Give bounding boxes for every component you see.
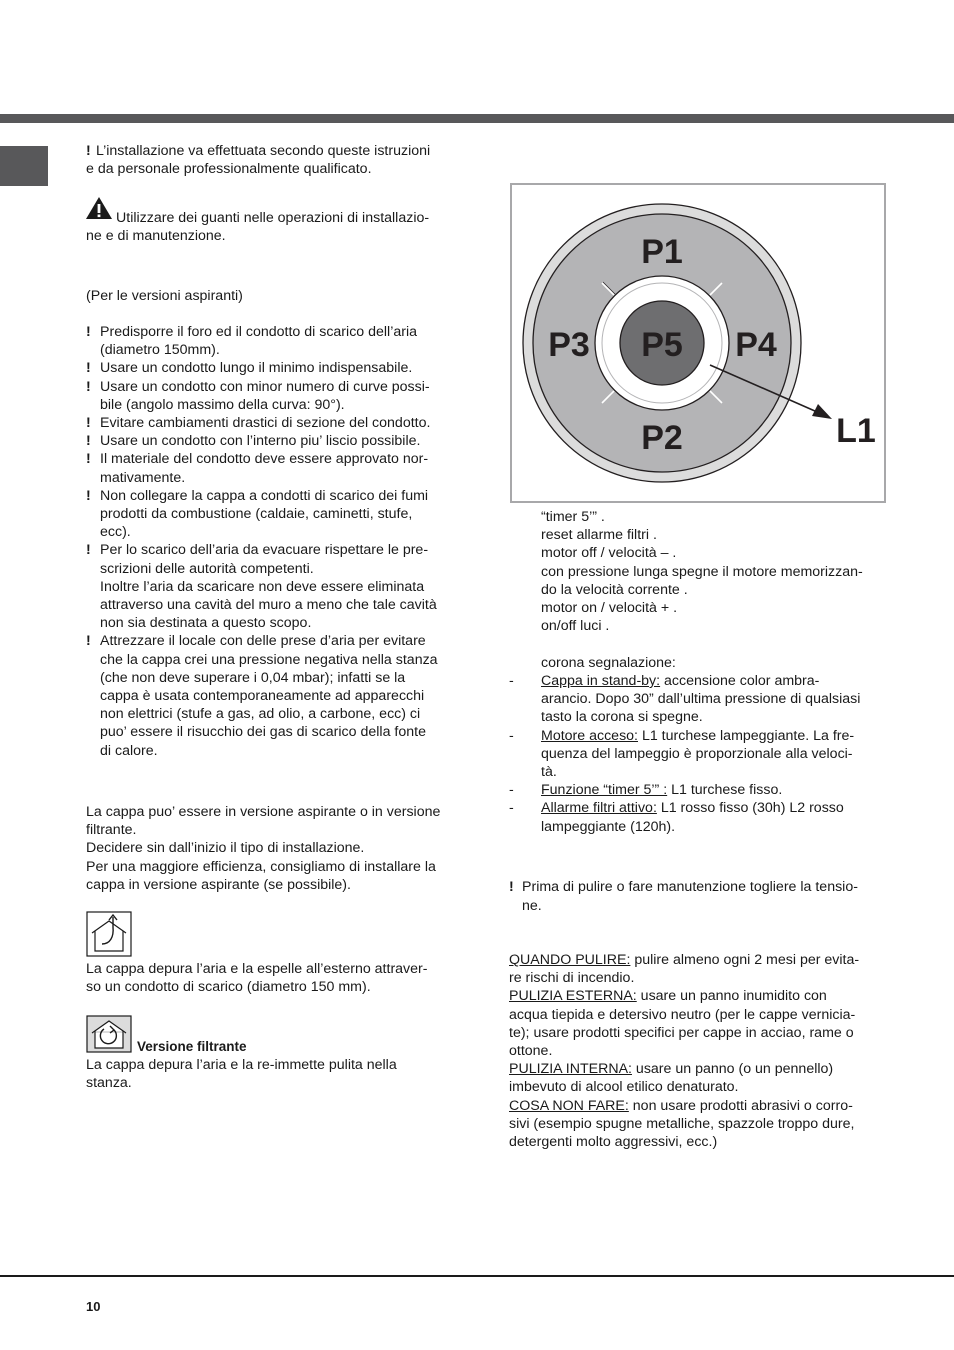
maintenance-warning-mark: ! — [509, 879, 514, 895]
bullet-line: di calore. — [100, 742, 158, 759]
label-p5: P5 — [641, 326, 683, 364]
cleaning-line — [509, 1060, 833, 1078]
install-line: filtrante. — [86, 822, 137, 839]
bullet-line: puo’ essere il risucchio dei gas di scarico della fonte — [100, 724, 426, 741]
corona-item-label: Cappa in stand-by: — [541, 673, 661, 689]
filtrante-line: stanza. — [86, 1075, 132, 1092]
l1-arrow-head — [812, 404, 832, 419]
cleaning-line: te); usare prodotti specifici per cappe in acciao, rame o — [509, 1024, 854, 1041]
gloves-line-2: ne e di manutenzione. — [86, 228, 226, 244]
button-function-line: reset allarme filtri . — [541, 527, 657, 544]
bullet-line: (diametro 150mm). — [100, 342, 220, 359]
corona-item-line: lampeggiante (120h). — [541, 818, 676, 835]
bullet-mark: ! — [86, 633, 91, 650]
button-function-line: “timer 5’” . — [541, 509, 605, 525]
cleaning-text: usare un panno inumidito con — [636, 988, 827, 1005]
gloves-line-1: Utilizzare dei guanti nelle operazioni di installazio- — [116, 210, 430, 226]
bullet-line: (che non deve superare i 0,04 mbar); infatti se la — [100, 669, 406, 686]
corona-item-text: accensione color ambra- — [660, 673, 820, 689]
warning-mark: ! — [86, 143, 91, 159]
corona-item-line — [541, 672, 819, 690]
bullet-mark: ! — [86, 415, 91, 431]
corona-dash: - — [509, 673, 514, 689]
cleaning-line: re rischi di incendio. — [509, 970, 635, 987]
button-function-line: on/off luci . — [541, 618, 610, 635]
button-function-line: con pressione lunga spegne il motore memorizzan- — [541, 563, 863, 580]
corona-item-line — [541, 781, 782, 799]
bullet-line: scrizioni delle autorità competenti. — [100, 560, 314, 577]
cleaning-line: imbevuto di alcool etilico denaturato. — [509, 1079, 739, 1096]
cleaning-text: pulire almeno ogni 2 mesi per evita- — [630, 952, 860, 968]
ducted-version-icon — [86, 911, 132, 957]
button-function-line: do la velocità corrente . — [541, 581, 688, 598]
corona-item-text: L1 rosso fisso (30h) L2 rosso — [656, 800, 844, 817]
bullet-line: mativamente. — [100, 469, 186, 486]
bullet-line: Usare un condotto con minor numero di curve possi- — [100, 378, 430, 395]
label-p1: P1 — [641, 233, 683, 271]
label-p3: P3 — [548, 326, 590, 364]
cleaning-line: ottone. — [509, 1043, 553, 1059]
maintenance-line-1: Prima di pulire o fare manutenzione togliere la tensio- — [522, 879, 858, 895]
section-tab — [0, 146, 48, 186]
corona-item-text: L1 turchese fisso. — [667, 782, 783, 799]
cleaning-line — [509, 1097, 853, 1115]
cleaning-label: PULIZIA ESTERNA: — [509, 988, 637, 1005]
corona-item-label: Motore acceso: — [541, 727, 638, 744]
label-p2: P2 — [641, 419, 683, 457]
cleaning-text: usare un panno (o un pennello) — [631, 1061, 834, 1078]
button-function-line: motor on / velocità + . — [541, 600, 678, 616]
header-bar — [0, 114, 954, 123]
bullet-line: Usare un condotto lungo il minimo indispensabile. — [100, 360, 413, 377]
cleaning-line: sivi (esempio spugne metalliche, spazzole troppo dure, — [509, 1115, 855, 1132]
cleaning-text: non usare prodotti abrasivi o corro- — [628, 1097, 853, 1114]
corona-item-line: tasto la corona si spegne. — [541, 709, 703, 726]
filtrante-title: Versione filtrante — [137, 1039, 247, 1054]
ducted-line: La cappa depura l’aria e la espelle all’esterno attraver- — [86, 961, 428, 977]
bullet-line: non elettrici (stufe a gas, ad olio, a carbone, ecc) ci — [100, 706, 421, 723]
page-number: 10 — [86, 1299, 101, 1314]
bullet-line: Predisporre il foro ed il condotto di scarico dell’aria — [100, 324, 418, 340]
bullet-line: cappa è usata contemporaneamente ad apparecchi — [100, 688, 425, 704]
bullet-line: Evitare cambiamenti drastici di sezione del condotto. — [100, 415, 431, 431]
bullet-mark: ! — [86, 487, 91, 504]
cleaning-label: PULIZIA INTERNA: — [509, 1061, 632, 1078]
corona-item-line: quenza del lampeggio è proporzionale alla veloci- — [541, 745, 853, 762]
ducted-line: so un condotto di scarico (diametro 150 mm). — [86, 979, 371, 996]
corona-item-line — [541, 799, 844, 817]
corona-item-label: Funzione “timer 5’” : — [541, 782, 668, 799]
filtrante-line: La cappa depura l’aria e la re-immette pulita nella — [86, 1057, 397, 1073]
corona-item-line — [541, 727, 854, 745]
bullet-mark: ! — [86, 451, 91, 468]
bullet-line: Inoltre l’aria da scaricare non deve essere eliminata — [100, 578, 425, 595]
label-p4: P4 — [735, 326, 777, 364]
control-ring-svg — [512, 185, 884, 501]
corona-item-line: tà. — [541, 764, 557, 780]
bullet-line: prodotti da combustione (caldaie, caminetti, stufe, — [100, 506, 413, 522]
bullet-mark: ! — [86, 360, 91, 377]
bullet-line: Il materiale del condotto deve essere approvato nor- — [100, 451, 429, 468]
corona-dash: - — [509, 727, 514, 744]
warning-triangle-icon — [85, 196, 113, 220]
corona-title: corona segnalazione: — [541, 655, 676, 671]
cleaning-label: QUANDO PULIRE: — [509, 952, 631, 968]
bullet-line: che la cappa crei una pressione negativa nella stanza — [100, 651, 438, 668]
control-panel-diagram — [510, 183, 886, 503]
button-function-line: motor off / velocità – . — [541, 545, 677, 562]
intro-line-1: L’installazione va effettuata secondo queste istruzioni — [96, 143, 431, 159]
install-line: La cappa puo’ essere in versione aspirante o in versione — [86, 804, 441, 820]
versions-note: (Per le versioni aspiranti) — [86, 288, 243, 304]
cleaning-line — [509, 987, 827, 1005]
bullet-line: Per lo scarico dell’aria da evacuare rispettare le pre- — [100, 542, 429, 559]
corona-dash: - — [509, 782, 514, 799]
bullet-mark: ! — [86, 324, 91, 340]
bullet-line: bile (angolo massimo della curva: 90°). — [100, 396, 345, 413]
bullet-mark: ! — [86, 378, 91, 395]
bullet-mark: ! — [86, 542, 91, 559]
bullet-line: Attrezzare il locale con delle prese d’aria per evitare — [100, 633, 426, 650]
intro-line-2: e da personale professionalmente qualificato. — [86, 161, 372, 177]
corona-item-line: arancio. Dopo 30” dall’ultima pressione di qualsiasi — [541, 691, 861, 708]
cleaning-line: acqua tiepida e detersivo neutro (per le cappe vernicia- — [509, 1006, 856, 1023]
cleaning-line — [509, 951, 859, 969]
install-line: Decidere sin dall’inizio il tipo di installazione. — [86, 840, 365, 857]
maintenance-line-2: ne. — [522, 898, 542, 914]
install-line: cappa in versione aspirante (se possibile). — [86, 876, 351, 893]
install-line: Per una maggiore efficienza, consigliamo di installare la — [86, 858, 436, 875]
bullet-line: Non collegare la cappa a condotti di scarico dei fumi — [100, 487, 429, 504]
cleaning-label: COSA NON FARE: — [509, 1097, 629, 1114]
bullet-line: attraverso una cavità del muro a meno che tale cavità — [100, 597, 437, 613]
recirculation-version-icon — [86, 1015, 132, 1053]
bullet-mark: ! — [86, 433, 91, 450]
corona-item-text: L1 turchese lampeggiante. La fre- — [638, 727, 855, 744]
bullet-line: non sia destinata a questo scopo. — [100, 615, 312, 632]
corona-dash: - — [509, 800, 514, 817]
cleaning-line: detergenti molto aggressivi, ecc.) — [509, 1134, 718, 1150]
footer-line — [0, 1275, 954, 1277]
corona-item-label: Allarme filtri attivo: — [541, 800, 657, 817]
bullet-line: Usare un condotto con l’interno piu’ liscio possibile. — [100, 433, 421, 450]
bullet-line: ecc). — [100, 524, 131, 541]
label-l1: L1 — [836, 412, 876, 450]
